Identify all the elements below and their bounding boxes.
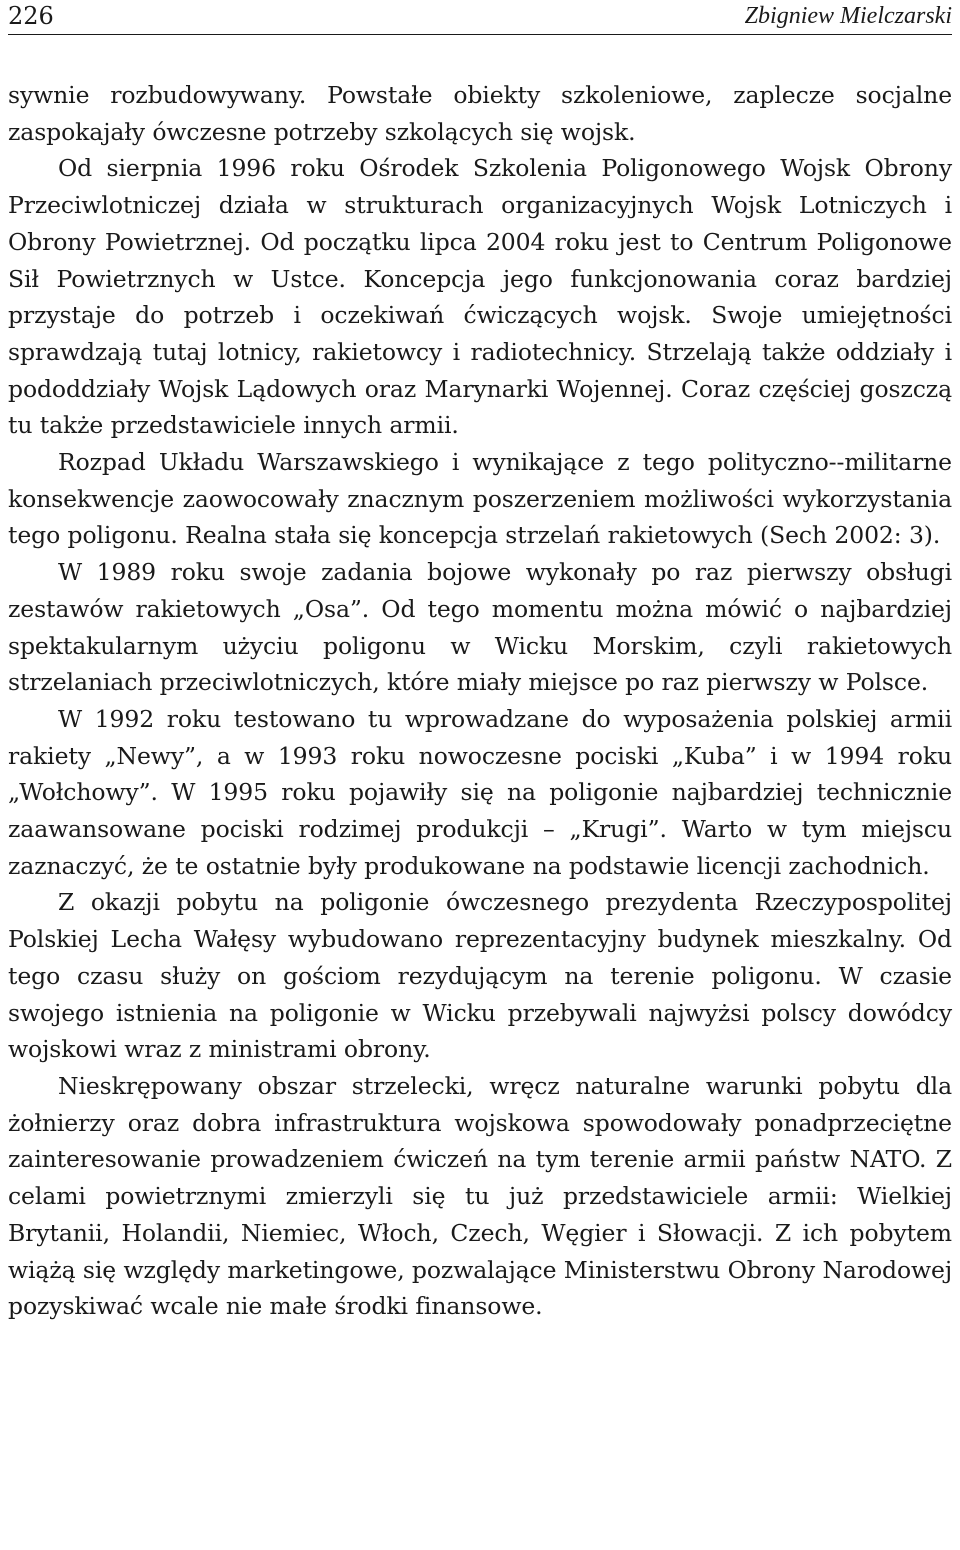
paragraph: sywnie rozbudowywany. Powstałe obiekty szkoleniowe, zaplecze socjalne zaspokajały ówczesne potrzeby szkolących się wojsk. (8, 81, 952, 146)
document-page (8, 0, 952, 1550)
paragraph: Rozpad Układu Warszawskiego i wynikające z tego polityczno--militarne konsekwencje zaowocowały znacznym poszerzeniem możliwości wykorzystania tego poligonu. Realna stała się koncepcja strzelań rakietowych (Sech 2002: 3). (8, 448, 952, 550)
paragraph: Z okazji pobytu na poligonie ówczesnego prezydenta Rzeczypospolitej Polskiej Lecha Wałęsy wybudowano reprezentacyjny budynek mieszkalny. Od tego czasu służy on gościom rezydującym na terenie poligonu. W czasie swojego istnienia na poligonie w Wicku przebywali najwyżsi polscy dowódcy wojskowi wraz z ministrami obrony. (8, 888, 952, 1064)
paragraph: Od sierpnia 1996 roku Ośrodek Szkolenia Poligonowego Wojsk Obrony Przeciwlotniczej działa w strukturach organizacyjnych Wojsk Lotniczych i Obrony Powietrznej. Od początku lipca 2004 roku jest to Centrum Poligonowe Sił Powietrznych w Ustce. Koncepcja jego funkcjonowania coraz bardziej przystaje do potrzeb i oczekiwań ćwiczących wojsk. Swoje umiejętności sprawdzają tutaj lotnicy, rakietowcy i radiotechnicy. Strzelają także oddziały i pododdziały Wojsk Lądowych oraz Marynarki Wojennej. Coraz częściej goszczą tu także przedstawiciele innych armii. (8, 154, 952, 440)
page-number: 226 (8, 2, 54, 30)
paragraph: W 1989 roku swoje zadania bojowe wykonały po raz pierwszy obsługi zestawów rakietowych „Osa”. Od tego momentu można mówić o najbardziej spektakularnym użyciu poligonu w Wicku Morskim, czyli rakietowych strzelaniach przeciwlotniczych, które miały miejsce po raz pierwszy w Polsce. (8, 558, 952, 697)
running-header (8, 0, 952, 35)
paragraph: W 1992 roku testowano tu wprowadzane do wyposażenia polskiej armii rakiety „Newy”, a w 1993 roku nowoczesne pociski „Kuba” i w 1994 roku „Wołchowy”. W 1995 roku pojawiły się na poligonie najbardziej technicznie zaawansowane pociski rodzimej produkcji – „Krugi”. Warto w tym miejscu zaznaczyć, że te ostatnie były produkowane na podstawie licencji zachodnich. (8, 704, 952, 880)
body-text (8, 77, 952, 1325)
running-header-author: Zbigniew Mielczarski (744, 3, 952, 29)
paragraph: Nieskrępowany obszar strzelecki, wręcz naturalne warunki pobytu dla żołnierzy oraz dobra infrastruktura wojskowa spowodowały ponadprzeciętne zainteresowanie prowadzeniem ćwiczeń na tym terenie armii państw NATO. Z celami powietrznymi zmierzyli się tu już przedstawiciele armii: Wielkiej Brytanii, Holandii, Niemiec, Włoch, Czech, Węgier i Słowacji. Z ich pobytem wiążą się względy marketingowe, pozwalające Ministerstwu Obrony Narodowej pozyskiwać wcale nie małe środki finansowe. (8, 1071, 953, 1321)
